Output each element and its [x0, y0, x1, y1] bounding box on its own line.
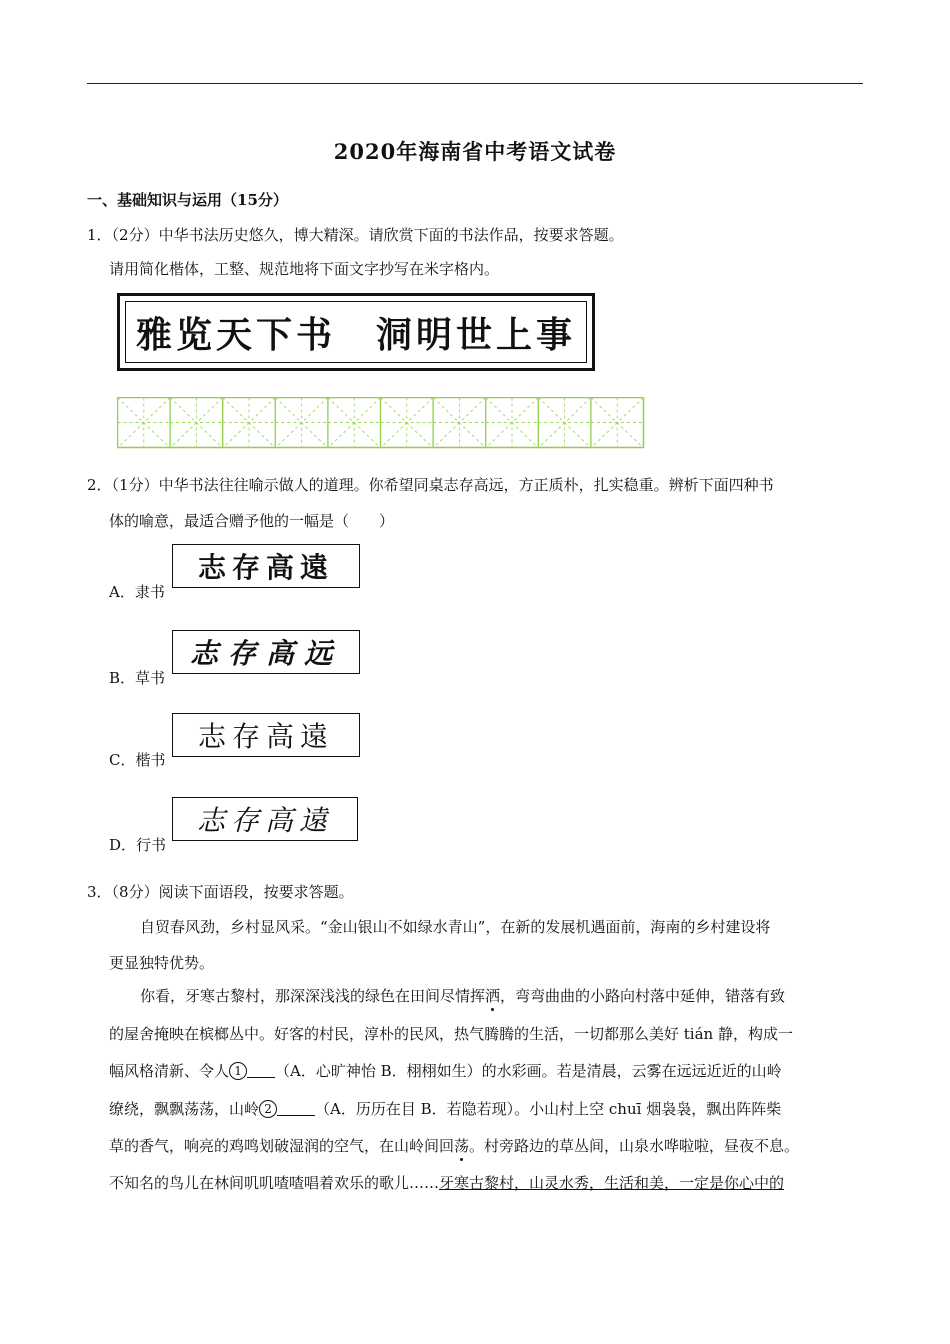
- option-d-art-text: 志存高遠: [196, 804, 333, 837]
- section-heading: 一、基础知识与运用（15分）: [87, 191, 288, 209]
- q3-p2-line4: [109, 1099, 781, 1119]
- q2-stem-line2: 体的喻意，最适合赠予他的一幅是（ ）: [109, 512, 395, 530]
- q3-p2-line5-b: 。村旁路边的草丛间，山泉水哗啦啦，昼夜不息。: [469, 1137, 800, 1155]
- blank-2[interactable]: [277, 1101, 315, 1116]
- calligraphy-artwork: [117, 293, 595, 371]
- q3-p2-line2: 的屋舍掩映在槟榔丛中。好客的村民，淳朴的民风，热气腾腾的生活，一切都那么美好 tián 静，构成一: [109, 1025, 793, 1043]
- blank-1[interactable]: [247, 1063, 275, 1078]
- q3-p2-line3: [109, 1061, 782, 1081]
- q3-p2-line5-a: 草的香气，响亮的鸡鸣划破湿润的空气，在山岭间回: [109, 1137, 455, 1155]
- page-title: 2020年海南省中考语文试卷: [333, 139, 617, 164]
- option-b-label[interactable]: B．草书: [109, 669, 166, 687]
- dotted-char-dang: 荡: [454, 1137, 470, 1155]
- q3-p2-line1-b: ，弯弯曲曲的小路向村落中延伸，错落有致: [500, 987, 786, 1005]
- option-c-artwork: [172, 713, 360, 757]
- q3-p2-line4-b: （A．历历在目 B．若隐若现）。小山村上空 chuī 烟袅袅，飘出阵阵柴: [315, 1100, 782, 1118]
- calligraphy-text: 雅览天下书 洞明世上事: [136, 314, 577, 356]
- q3-p2-line1: [140, 986, 785, 1006]
- option-c-label[interactable]: C．楷书: [109, 751, 166, 769]
- option-c-art-text: 志存高遠: [197, 720, 334, 753]
- q3-p1-line1: 自贸春风劲，乡村显风采。“金山银山不如绿水青山”，在新的发展机遇面前，海南的乡村建设将: [140, 918, 771, 936]
- q3-p2-line1-a: 你看，牙寒古黎村，那深深浅浅的绿色在田间尽情挥: [140, 987, 486, 1005]
- option-d-artwork: [172, 797, 358, 841]
- header-rule: [87, 83, 863, 84]
- q1-stem: 1．（2分）中华书法历史悠久，博大精深。请欣赏下面的书法作品，按要求答题。: [87, 226, 624, 244]
- option-d-label[interactable]: D．行书: [109, 836, 167, 854]
- q3-p1-line2: 更显独特优势。: [109, 954, 215, 972]
- mizi-grid-cells: [117, 397, 645, 449]
- underlined-sentence: 牙寒古黎村，山灵水秀，生活和美，一定是你心中的: [439, 1174, 785, 1192]
- option-a-label[interactable]: A．隶书: [109, 583, 165, 601]
- blank-number-1: 1: [229, 1062, 247, 1080]
- mizi-grid[interactable]: [117, 397, 645, 453]
- option-b-art-text: 志存高远: [189, 637, 342, 670]
- calligraphy-frame: [125, 301, 587, 363]
- q3-p2-line6-a: 不知名的鸟儿在林间叽叽喳喳唱着欢乐的歌儿……: [109, 1174, 440, 1192]
- q3-p2-line5: [109, 1136, 799, 1156]
- q3-p2-line3-b: （A．心旷神怡 B．栩栩如生）的水彩画。若是清晨，云雾在远远近近的山岭: [275, 1062, 782, 1080]
- q3-p2-line6: [109, 1173, 784, 1193]
- dotted-char-sa: 洒: [485, 987, 501, 1005]
- option-a-artwork: [172, 544, 360, 588]
- q3-p2-line3-a: 幅风格清新、令人: [109, 1062, 230, 1080]
- blank-number-2: 2: [259, 1100, 277, 1118]
- q1-instruction: 请用简化楷体，工整、规范地将下面文字抄写在米字格内。: [109, 260, 500, 278]
- option-b-artwork: [172, 630, 360, 674]
- q3-stem: 3．（8分）阅读下面语段，按要求答题。: [87, 883, 354, 901]
- q2-stem-line1: 2．（1分）中华书法往往喻示做人的道理。你希望同桌志存高远，方正质朴，扎实稳重。辨析下面四种书: [87, 476, 774, 494]
- q3-p2-line4-a: 缭绕，飘飘荡荡，山岭: [109, 1100, 260, 1118]
- option-a-art-text: 志存高遠: [197, 551, 334, 584]
